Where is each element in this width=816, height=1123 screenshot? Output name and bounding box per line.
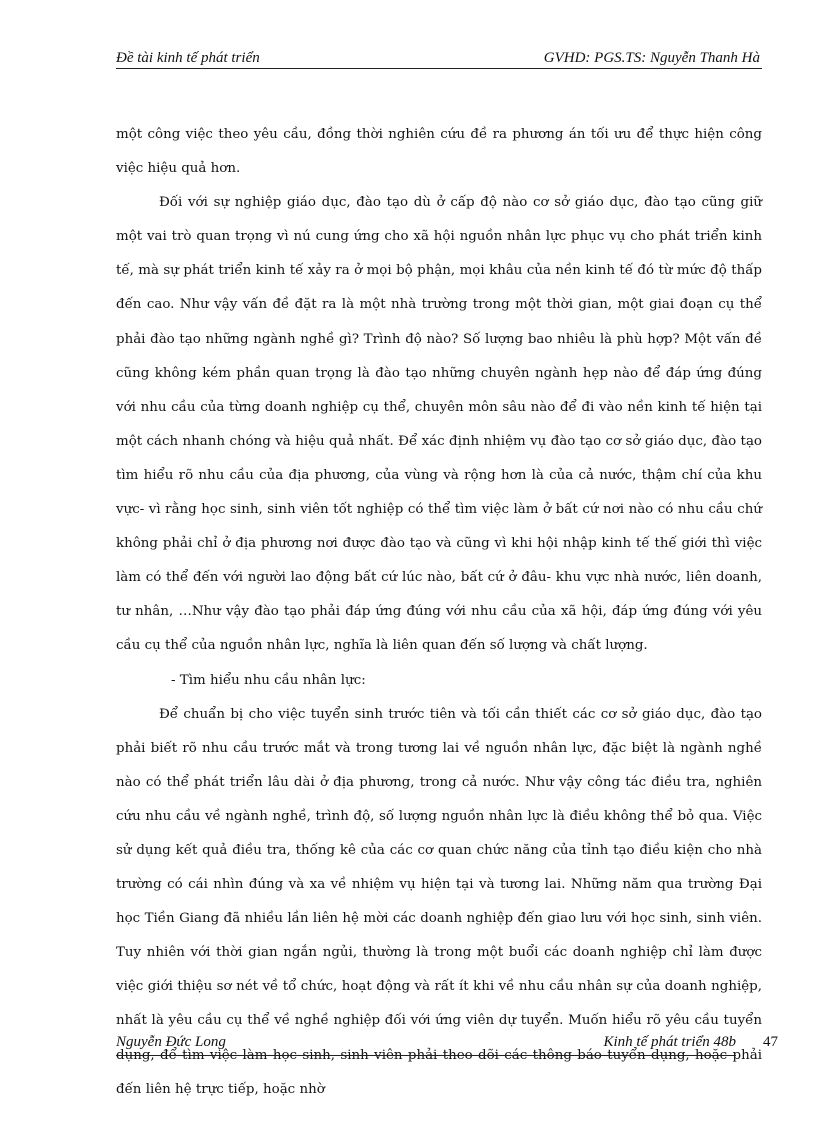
section-heading-labor-demand: - Tìm hiểu nhu cầu nhân lực:: [171, 672, 366, 688]
page-number: 47: [763, 1034, 778, 1050]
document-body: [116, 118, 762, 1107]
paragraph-education-role: Đối với sự nghiệp giáo dục, đào tạo dù ở cấp độ nào cơ sở giáo dục, đào tạo cũng giữ một vai trò quan trọng vì nú cung ứng cho xã hội nguồn nhân lực phục vụ cho phát triển kinh tế, mà sự phát triển kinh tế xảy ra ở mọi bộ phận, mọi khâu của nền kinh tế đó từ mức độ thấp đến cao. Như vậy vấn đề đặt ra là một nhà trường trong một thời gian, một giai đoạn cụ thể phải đào tạo những ngành nghề gì? Trình độ nào? Số lượng bao nhiêu là phù hợp? Một vấn đề cũng không kém phần quan trọng là đào tạo những chuyên ngành hẹp nào để đáp ứng đúng với nhu cầu của từng doanh nghiệp cụ thể, chuyên môn sâu nào để đi vào nền kinh tế hiện tại một cách nhanh chóng và hiệu quả nhất. Để xác định nhiệm vụ đào tạo cơ sở giáo dục, đào tạo tìm hiểu rõ nhu cầu của địa phương, của vùng và rộng hơn là của cả nước, thậm chí của khu vực- vì rằng học sinh, sinh viên tốt nghiệp có thể tìm việc làm ở bất cứ nơi nào có nhu cầu chứ không phải chỉ ở địa phương nơi được đào tạo và cũng vì khi hội nhập kinh tế thế giới thì việc làm có thể đến với người lao động bất cứ lúc nào, bất cứ ở đâu- khu vực nhà nước, liên doanh, tư nhân, …Như vậy đào tạo phải đáp ứng đúng với nhu cầu của xã hội, đáp ứng đúng với yêu cầu cụ thể của nguồn nhân lực, nghĩa là liên quan đến số lượng và chất lượng.: [116, 195, 762, 654]
header-supervisor: GVHD: PGS.TS: Nguyễn Thanh Hà: [543, 50, 760, 66]
header-topic: Đề tài kinh tế phát triển: [116, 50, 260, 66]
paragraph-recruitment-preparation: Để chuẩn bị cho việc tuyển sinh trước tiên và tối cần thiết các cơ sở giáo dục, đào tạo phải biết rõ nhu cầu trước mắt và trong tương lai về nguồn nhân lực, đặc biệt là ngành nghề nào có thể phát triển lâu dài ở địa phương, trong cả nước. Như vậy công tác điều tra, nghiên cứu nhu cầu về ngành nghề, trình độ, số lượng nguồn nhân lực là điều không thể bỏ qua. Việc sử dụng kết quả điều tra, thống kê của các cơ quan chức năng của tỉnh tạo điều kiện cho nhà trường có cái nhìn đúng và xa về nhiệm vụ hiện tại và tương lai. Những năm qua trường Đại học Tiền Giang đã nhiều lần liên hệ mời các doanh nghiệp đến giao lưu với học sinh, sinh viên. Tuy nhiên với thời gian ngắn ngủi, thường là trong một buổi các doanh nghiệp chỉ làm được việc giới thiệu sơ nét về tổ chức, hoạt động và rất ít khi về nhu cầu nhân sự của doanh nghiệp, nhất là yêu cầu cụ thể về nghề nghiệp đối với ứng viên dự tuyển. Muốn hiểu rõ yêu cầu tuyển dụng, để tìm việc làm học sinh, sinh viên phải theo dõi các thông báo tuyển dụng, hoặc phải đến liên hệ trực tiếp, hoặc nhờ: [116, 706, 762, 1097]
paragraph-continuation: một công việc theo yêu cầu, đồng thời nghiên cứu đề ra phương án tối ưu để thực hiện công việc hiệu quả hơn.: [116, 127, 762, 177]
footer-author: Nguyễn Đức Long: [116, 1034, 226, 1050]
page-footer: [116, 1034, 736, 1056]
footer-class: Kinh tế phát triển 48b: [603, 1034, 736, 1050]
page-header: [116, 50, 762, 69]
